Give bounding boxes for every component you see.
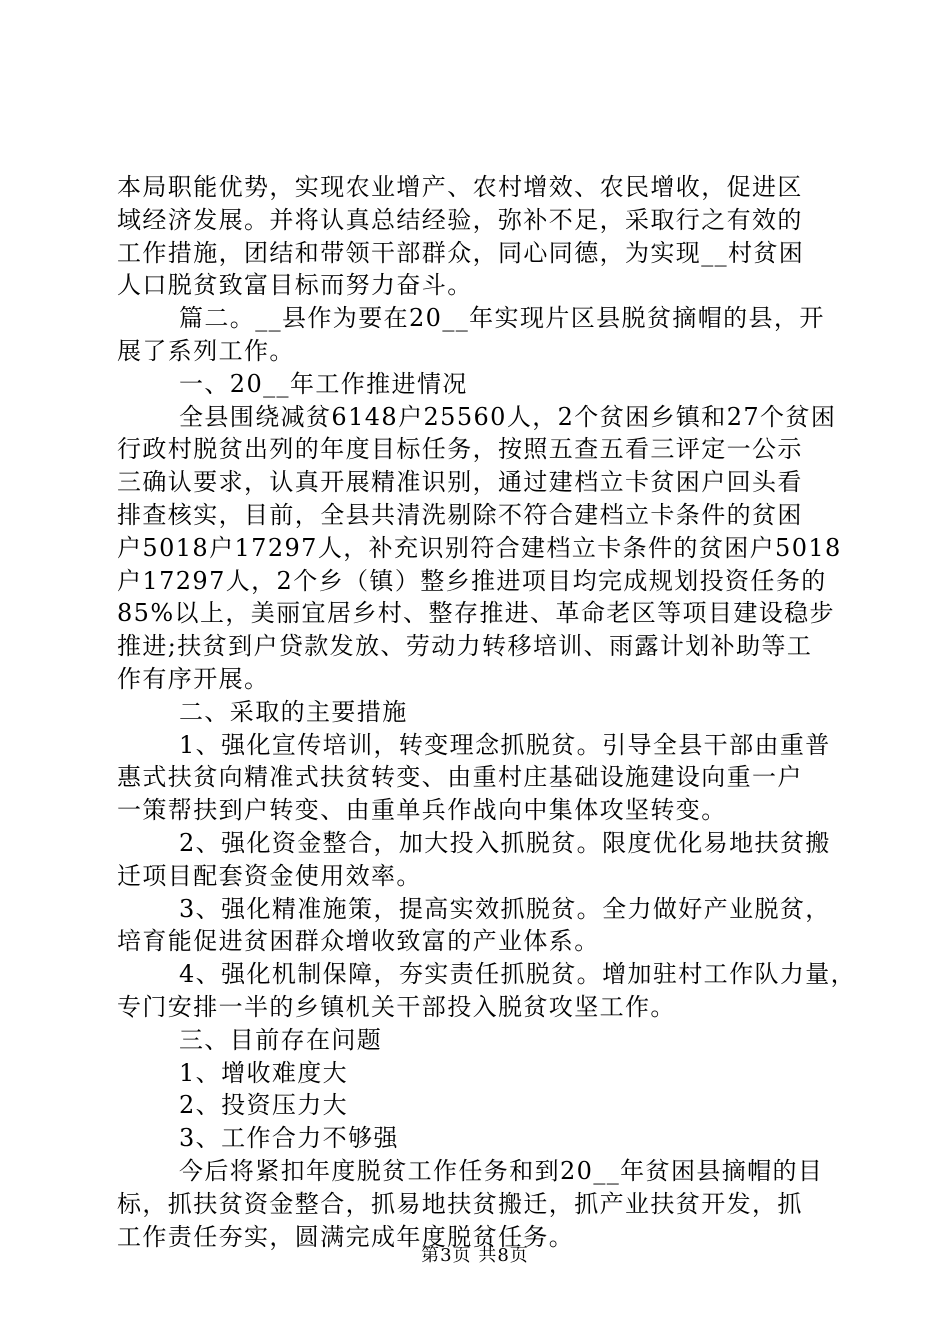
text-line: 一策帮扶到户转变、由重单兵作战向中集体攻坚转变。 xyxy=(117,796,727,825)
text-line: 人口脱贫致富目标而努力奋斗。 xyxy=(117,271,473,300)
list-item: 2、投资压力大 xyxy=(179,1091,349,1120)
section-heading: 一、20__年工作推进情况 xyxy=(179,369,468,398)
text-line: 排查核实，目前，全县共清洗剔除不符合建档立卡条件的贫困 xyxy=(117,500,803,529)
section-intro-line: 篇二。__县作为要在20__年实现片区县脱贫摘帽的县，开 xyxy=(179,304,825,333)
text-line: 户5018户17297人，补充识别符合建档立卡条件的贫困户5018 xyxy=(117,533,842,562)
text-line: 惠式扶贫向精准式扶贫转变、由重村庄基础设施建设向重一户 xyxy=(117,763,803,792)
section-heading: 三、目前存在问题 xyxy=(179,1025,383,1054)
paragraph-start-line: 3、强化精准施策，提高实效抓脱贫。全力做好产业脱贫， xyxy=(179,894,831,923)
text-line: 户17297人，2个乡（镇）整乡推进项目均完成规划投资任务的 xyxy=(117,566,827,595)
text-line: 专门安排一半的乡镇机关干部投入脱贫攻坚工作。 xyxy=(117,992,676,1021)
list-item: 3、工作合力不够强 xyxy=(179,1124,399,1153)
page-number-footer: 第3页 共8页 xyxy=(421,1245,529,1266)
text-line: 本局职能优势，实现农业增产、农村增效、农民增收，促进区 xyxy=(117,173,803,201)
paragraph-start-line: 2、强化资金整合，加大投入抓脱贫。限度优化易地扶贫搬 xyxy=(179,828,831,857)
text-line: 推进;扶贫到户贷款发放、劳动力转移培训、雨露计划补助等工 xyxy=(117,632,813,661)
paragraph-start-line: 1、强化宣传培训，转变理念抓脱贫。引导全县干部由重普 xyxy=(179,730,831,759)
text-line: 工作措施，团结和带领干部群众，同心同德，为实现__村贫困 xyxy=(117,238,805,267)
document-body xyxy=(117,171,857,1253)
text-line: 迁项目配套资金使用效率。 xyxy=(117,861,422,890)
text-line: 作有序开展。 xyxy=(117,664,270,693)
paragraph-start-line: 4、强化机制保障，夯实责任抓脱贫。增加驻村工作队力量， xyxy=(179,960,857,989)
paragraph-start-line: 全县围绕减贫6148户25560人，2个贫困乡镇和27个贫困 xyxy=(179,402,837,431)
text-line: 展了系列工作。 xyxy=(117,336,295,365)
text-line: 工作责任夯实，圆满完成年度脱贫任务。 xyxy=(117,1222,575,1251)
section-heading: 二、采取的主要措施 xyxy=(179,697,408,726)
paragraph-start-line: 今后将紧扣年度脱贫工作任务和到20__年贫困县摘帽的目 xyxy=(179,1156,824,1185)
text-line: 行政村脱贫出列的年度目标任务，按照五查五看三评定一公示 xyxy=(117,435,803,464)
text-line: 85%以上，美丽宜居乡村、整存推进、革命老区等项目建设稳步 xyxy=(117,599,835,628)
text-line: 域经济发展。并将认真总结经验，弥补不足，采取行之有效的 xyxy=(117,205,803,234)
list-item: 1、增收难度大 xyxy=(179,1058,349,1087)
text-line: 标，抓扶贫资金整合，抓易地扶贫搬迁，抓产业扶贫开发，抓 xyxy=(117,1189,803,1218)
text-line: 三确认要求，认真开展精准识别，通过建档立卡贫困户回头看 xyxy=(117,468,803,497)
text-line: 培育能促进贫困群众增收致富的产业体系。 xyxy=(117,927,600,956)
